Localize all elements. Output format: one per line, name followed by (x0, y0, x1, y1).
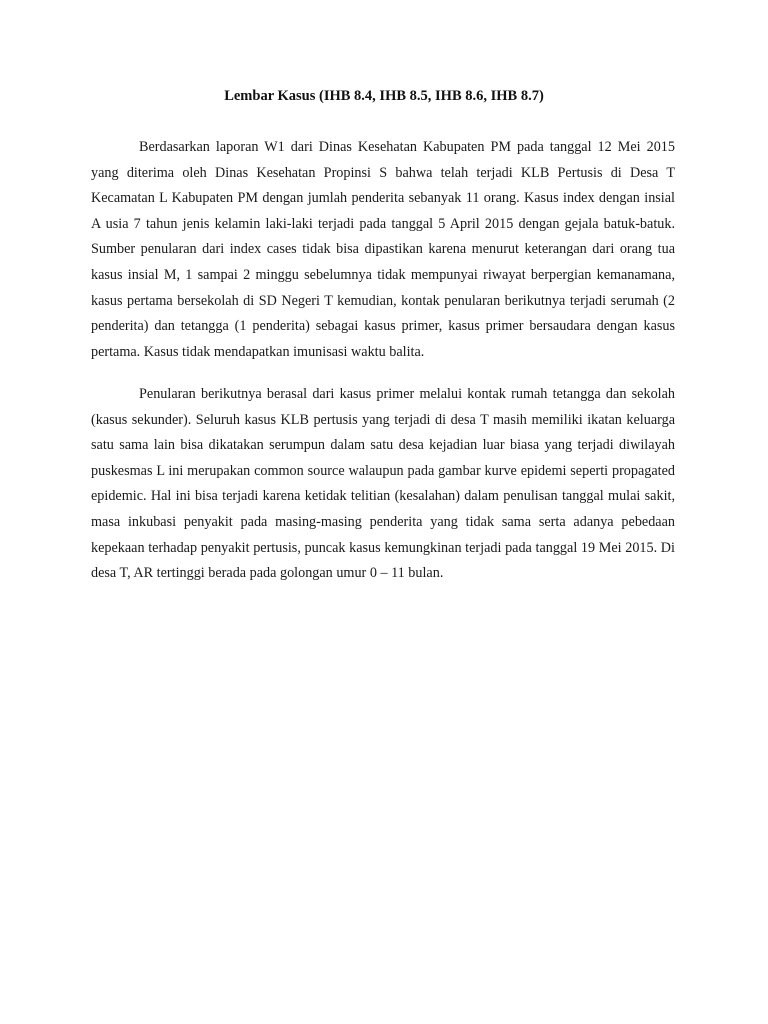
document-title: Lembar Kasus (IHB 8.4, IHB 8.5, IHB 8.6, IHB 8.7) (224, 88, 544, 104)
paragraph-2: Penularan berikutnya berasal dari kasus primer melalui kontak rumah tetangga dan sekolah (kasus sekunder). Seluruh kasus KLB pertusis yang terjadi di desa T masih memiliki ikatan keluarga satu sama lain bisa dikatakan serumpun dalam satu desa kejadian luar biasa yang terjadi diwilayah puskesmas L ini merupakan common source walaupun pada gambar kurve epidemi seperti propagated epidemic. Hal ini bisa terjadi karena ketidak telitian (kesalahan) dalam penulisan tanggal mulai sakit, masa inkubasi penyakit pada masing-masing penderita yang tidak sama serta adanya pebedaan kepekaan terhadap penyakit pertusis, puncak kasus kemungkinan terjadi pada tanggal 19 Mei 2015. Di desa T, AR tertinggi berada pada golongan umur 0 – 11 bulan. (91, 386, 675, 582)
paragraph-1: Berdasarkan laporan W1 dari Dinas Kesehatan Kabupaten PM pada tanggal 12 Mei 2015 yang diterima oleh Dinas Kesehatan Propinsi S bahwa telah terjadi KLB Pertusis di Desa T Kecamatan L Kabupaten PM dengan jumlah penderita sebanyak 11 orang. Kasus index dengan insial A usia 7 tahun jenis kelamin laki-laki terjadi pada tanggal 5 April 2015 dengan gejala batuk-batuk. Sumber penularan dari index cases tidak bisa dipastikan karena menurut keterangan dari orang tua kasus insial M, 1 sampai 2 minggu sebelumnya tidak mempunyai riwayat berpergian kemanamana, kasus pertama bersekolah di SD Negeri T kemudian, kontak penularan berikutnya terjadi serumah (2 penderita) dan tetangga (1 penderita) sebagai kasus primer, kasus primer bersaudara dengan kasus pertama. Kasus tidak mendapatkan imunisasi waktu balita. (91, 139, 675, 360)
